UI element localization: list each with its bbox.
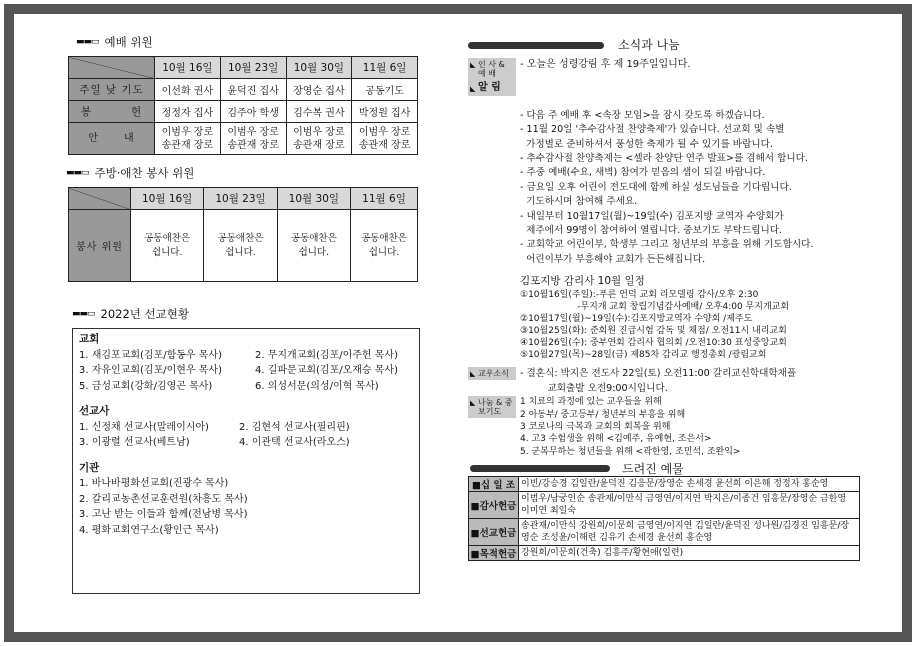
date-header: 11월 6일 [352, 57, 418, 79]
date-header: 10월 23일 [204, 188, 277, 210]
offering-label: ■목적헌금 [469, 546, 519, 561]
member-row [468, 367, 860, 396]
table-row [469, 519, 860, 546]
member-tag [468, 367, 516, 380]
churches-heading: 교회 [79, 333, 100, 345]
kitchen-table [68, 187, 418, 282]
mission-section-title [72, 306, 424, 322]
list-item [79, 348, 413, 364]
prayer-item: 4. 고3 수험생을 위해 <김예주, 유예현, 조은서> [520, 434, 712, 445]
cell-line: 이범우 장로 [358, 126, 411, 138]
offering-label: ■십 일 조 [469, 477, 519, 492]
news-header [468, 36, 860, 54]
cell-line: 이범우 장로 [161, 126, 214, 138]
cell-line: 쉽니다. [225, 246, 256, 258]
title-mark-icon: ▬▬▭ [66, 168, 89, 178]
prayer-tag [468, 396, 516, 418]
offering-label: ■감사헌금 [469, 492, 519, 519]
mission-title: 2022년 선교현황 [100, 307, 189, 321]
missionary-item: 4. 이관택 선교사(라오스) [239, 437, 350, 448]
date-header: 10월 16일 [155, 57, 221, 79]
triangle-icon: ◣ [470, 399, 476, 408]
offering-value: 송관재/이만식 강원희/이문희 금영연/이지연 김일란/윤덕진 성나원/김경진 임흥문/장영순 조성윤/이해련 김유기 손세경 윤선희 홍순영 [519, 519, 860, 546]
table-cell [204, 210, 277, 282]
offering-label: ■선교헌금 [469, 519, 519, 546]
greeting-text: - 오늘은 성령강림 후 제 19주일입니다. [520, 59, 691, 70]
notice-item: - 11월 20일 '추수감사절 찬양축제'가 있습니다. 선교회 및 속별 [520, 124, 785, 136]
cell-line: 공동애찬은 [361, 232, 407, 244]
cell-line: 송관재 장로 [293, 139, 345, 151]
news-title: 소식과 나눔 [618, 38, 680, 52]
row-label: 주일 낮 기도 [69, 79, 155, 101]
prayer-item: 5. 군복무하는 청년들을 위해 <곽한영, 조민석, 조완익> [520, 446, 741, 457]
prayer-item: 2 아동부/ 중고등부/ 청년부의 부흥을 위해 [520, 409, 686, 420]
notice-item: - 교회학교 어린이부, 학생부 그리고 청년부의 부흥을 위해 기도합시다. [520, 239, 814, 251]
worship-section-title [76, 34, 424, 50]
triangle-icon: ◣ [470, 61, 476, 69]
church-item: 6. 의성서문(의성/이혁 목사) [255, 380, 379, 392]
worship-table [68, 56, 418, 155]
notice-item: 가정별로 준비하셔서 풍성한 축제가 될 수 있기를 바랍니다. [520, 138, 773, 150]
kitchen-section-title [66, 165, 424, 181]
cell-line: 공동애찬은 [217, 232, 264, 244]
triangle-icon: ◣ [470, 370, 476, 379]
schedule-item: -무지개 교회 창립기념감사예배/ 오후4:00 무지개교회 [520, 302, 790, 313]
schedule-block [468, 275, 860, 361]
list-item [79, 435, 413, 451]
tag-label: 나눔 & 중보기도 [478, 398, 513, 417]
notice-item: 어린이부가 부흥해야 교회가 든든해집니다. [520, 253, 706, 265]
schedule-item: ⑤10월27일(목)~28일(금) 제85차 감리교 행정총회 /광림교회 [520, 350, 767, 361]
table-row [469, 492, 860, 519]
offering-title: 드려진 예물 [622, 462, 684, 477]
cell-line: 쉽니다. [298, 246, 330, 258]
prayer-item: 3 코로나의 극복과 교회의 회복을 위해 [520, 421, 671, 432]
missionaries-heading: 선교사 [79, 405, 110, 417]
schedule-item: ③10월25일(화): 준회원 진급시험 감독 및 채점/ 오전11시 내리교회 [520, 326, 787, 337]
table-row [469, 477, 860, 492]
notice-item: 제주에서 99명이 참여하여 열립니다. 중보기도 부탁드립니다. [520, 225, 783, 237]
date-header: 10월 30일 [286, 57, 352, 79]
cell-line: 공동애찬은 [290, 232, 337, 244]
notice-item: - 주중 예배(수요, 새벽) 참여가 믿음의 샘이 되길 바랍니다. [520, 167, 766, 179]
table-cell: 김수복 권사 [286, 101, 352, 123]
table-cell: 이선화 권사 [155, 79, 221, 101]
list-item [79, 379, 413, 395]
list-item: 3. 고난 받는 이들과 함께(전남병 목사) [79, 509, 248, 520]
cell-line: 송관재 장로 [161, 139, 214, 151]
table-cell [351, 210, 418, 282]
notice-item: - 금요일 오후 어린이 전도대에 함께 하실 성도님들을 기다립니다. [520, 181, 792, 193]
table-cell: 공동기도 [352, 79, 418, 101]
offering-table [468, 476, 860, 561]
prayer-item: 1 치료의 과정에 있는 교우들을 위해 [520, 397, 662, 408]
notice-item: - 내일부터 10월17일(월)~19일(수) 김포지방 교역자 수양회가 [520, 210, 784, 222]
cell-line: 쉽니다. [151, 246, 183, 258]
table-row [469, 546, 860, 561]
tag-label: 교우소식 [478, 369, 509, 379]
kitchen-title: 주방·애찬 봉사 위원 [94, 166, 195, 180]
list-item [79, 363, 413, 379]
member-item: - 결혼식: 박지은 전도사 22일(토) 오전11:00 갈리교신학대학채플 [520, 368, 797, 380]
cell-line: 이범우 장로 [293, 126, 345, 138]
cell-line: 공동애찬은 [144, 232, 191, 244]
greeting-tag [468, 58, 516, 80]
church-item: 4. 길파문교회(김포/오재승 목사) [255, 365, 398, 376]
notice-row [468, 80, 860, 267]
notice-item: 기도하시며 참여해 주세요. [520, 196, 638, 208]
table-cell [277, 210, 350, 282]
table-cell [131, 210, 204, 282]
table-cell [352, 123, 418, 155]
table-cell: 박정원 집사 [352, 101, 418, 123]
header-bar [468, 42, 604, 49]
member-item: 교회출발 오전9:00시입니다. [520, 382, 668, 394]
list-item: 4. 평화교회연구소(황인근 목사) [79, 524, 219, 536]
prayer-row [468, 396, 860, 458]
schedule-item: ②10월17일(월)~19일(수):김포지방교역자 수양회 /제주도 [520, 314, 753, 325]
offering-value: 이빈/강승경 김일란/윤덕진 김응문/장영순 손세경 윤선희 이은해 정정자 홍순영 [519, 477, 860, 492]
table-cell: 정정자 집사 [155, 101, 221, 123]
missionary-item: 2. 김현석 선교사(필리핀) [239, 421, 350, 433]
tag-label: 알 림 [478, 82, 501, 93]
mission-box [72, 328, 420, 594]
table-cell: 장영순 집사 [286, 79, 352, 101]
table-cell [220, 123, 286, 155]
table-cell [286, 123, 352, 155]
church-item: 3. 자유인교회(김포/이현우 목사) [79, 365, 222, 376]
table-corner [69, 188, 131, 210]
offering-value: 이범우/남궁인순 송관재/이만식 금영연/이지연 박지은/이종건 임흥문/장영순 금한영 이미연 최일숙 [519, 492, 860, 519]
table-cell: 김주아 학생 [220, 101, 286, 123]
list-item: 2. 갈리교농촌선교훈련원(차흥도 목사) [79, 493, 248, 505]
orgs-heading: 기관 [79, 461, 100, 474]
row-label: 봉 헌 [69, 101, 155, 123]
row-label: 봉사 위원 [69, 210, 131, 282]
cell-line: 송관재 장로 [358, 139, 411, 151]
church-item: 1. 새김포교회(김포/함동우 목사) [79, 349, 222, 361]
missionary-item: 1. 신정채 선교사(말레이시아) [79, 421, 209, 433]
notice-item: - 추수감사절 찬양축제는 <셀라 찬양단 연주 발표>를 겸해서 합니다. [520, 153, 808, 165]
title-mark-icon: ▬▬▭ [72, 309, 95, 319]
schedule-item: ①10월16일(주일):-푸른 언덕 교회 리모델링 감사/오후 2:30 [520, 290, 759, 301]
table-corner [69, 57, 155, 79]
greeting-row [468, 58, 860, 80]
cell-line: 이범우 장로 [227, 126, 279, 138]
missionary-item: 3. 이광렬 선교사(베트남) [79, 437, 190, 448]
offering-value: 강원희/이문희(건축) 김흥주/황현애(일련) [519, 546, 860, 561]
title-mark-icon: ▬▬▭ [76, 37, 99, 47]
church-item: 5. 금성교회(강화/김영곤 목사) [79, 380, 213, 392]
table-cell [155, 123, 221, 155]
church-item: 2. 무지개교회(김포/이주헌 목사) [255, 349, 398, 361]
date-header: 10월 30일 [277, 188, 350, 210]
tag-label: 인 사 & 예 배 [478, 60, 505, 78]
date-header: 11월 6일 [351, 188, 418, 210]
notice-item: - 다음 주 예배 후 <속장 모임>을 잠시 갖도록 하겠습니다. [520, 109, 765, 121]
schedule-item: ④10월26일(수): 중부연회 감리사 협의회 /오전10:30 표성중앙교회 [520, 338, 787, 349]
cell-line: 쉽니다. [368, 246, 400, 258]
list-item [79, 420, 413, 436]
right-column [468, 26, 860, 561]
date-header: 10월 23일 [220, 57, 286, 79]
list-item: 1. 바나바평화선교회(진광수 목사) [79, 478, 229, 489]
offering-header [468, 460, 860, 476]
notice-tag [468, 80, 516, 96]
date-header: 10월 16일 [131, 188, 204, 210]
triangle-icon: ◣ [470, 85, 476, 93]
table-cell: 윤덕진 집사 [220, 79, 286, 101]
header-bar [470, 465, 610, 472]
cell-line: 송관재 장로 [227, 139, 279, 151]
schedule-title: 김포지방 감리사 10월 일정 [520, 275, 645, 288]
left-column [62, 26, 424, 594]
worship-title: 예배 위원 [104, 35, 153, 49]
row-label: 안 내 [69, 123, 155, 155]
